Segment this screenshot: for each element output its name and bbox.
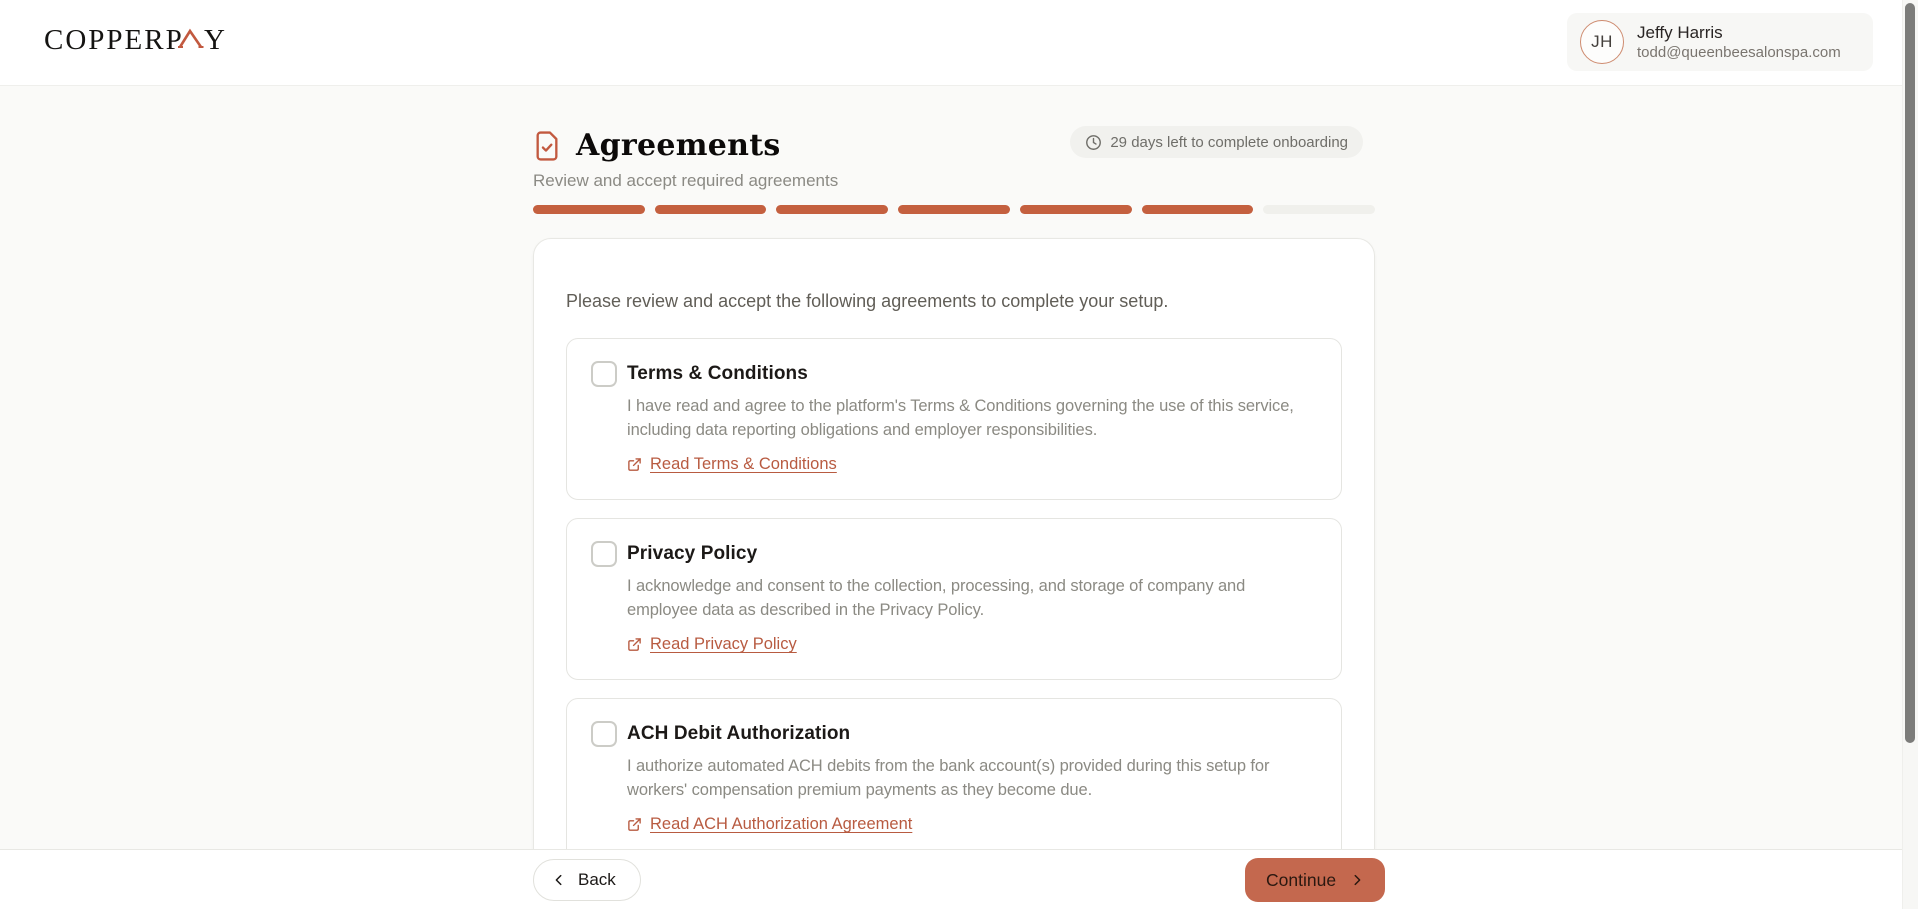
progress-segment: [655, 205, 767, 214]
page-subtitle: Review and accept required agreements: [533, 171, 839, 190]
page-title: Agreements: [576, 128, 781, 163]
onboarding-countdown-text: 29 days left to complete onboarding: [1110, 133, 1348, 151]
agreement-link-row: [627, 635, 1317, 657]
progress-segment: [1142, 205, 1254, 214]
read-ach-link[interactable]: [627, 815, 912, 834]
logo-peak-icon: [177, 26, 205, 52]
agreement-card-terms: [566, 338, 1342, 500]
user-name: Jeffy Harris: [1637, 23, 1723, 42]
avatar: [1580, 20, 1624, 64]
back-button[interactable]: [533, 859, 641, 901]
content-column: [533, 86, 1375, 849]
agreement-description: I acknowledge and consent to the collection, processing, and storage of company and employee data as described in the Privacy Policy.: [627, 577, 1246, 619]
external-link-icon: [627, 457, 642, 472]
progress-segment: [898, 205, 1010, 214]
agreements-card: [533, 238, 1375, 849]
external-link-icon: [627, 817, 642, 832]
chevron-right-icon: [1350, 873, 1364, 887]
wizard-footer: [0, 849, 1918, 909]
progress-segment: [533, 205, 645, 214]
agreement-title: Terms & Conditions: [627, 363, 808, 384]
user-info: [1637, 22, 1841, 62]
copperpay-logo[interactable]: [44, 24, 227, 57]
agreement-link-row: [627, 815, 1317, 837]
read-terms-link[interactable]: [627, 455, 837, 474]
privacy-checkbox[interactable]: [591, 541, 617, 567]
app-header: [0, 0, 1918, 86]
scrollbar-track[interactable]: [1902, 0, 1918, 909]
continue-button-label: Continue: [1266, 869, 1337, 890]
progress-segment: [1020, 205, 1132, 214]
agreement-link-label: Read Privacy Policy: [650, 635, 797, 653]
file-check-icon: [533, 130, 561, 162]
agreement-card-ach: [566, 698, 1342, 849]
user-menu[interactable]: [1567, 13, 1873, 71]
external-link-icon: [627, 637, 642, 652]
read-privacy-link[interactable]: [627, 635, 797, 654]
logo-text-suffix: Y: [204, 24, 227, 56]
progress-segment: [1263, 205, 1375, 214]
agreement-description: I authorize automated ACH debits from the bank account(s) provided during this setup for workers' compensation premium payments as they become due.: [627, 757, 1270, 799]
agreement-head: [591, 361, 1317, 387]
agreement-link-label: Read Terms & Conditions: [650, 455, 837, 473]
agreement-title: Privacy Policy: [627, 543, 758, 564]
ach-checkbox[interactable]: [591, 721, 617, 747]
progress-segment: [776, 205, 888, 214]
continue-button[interactable]: [1245, 858, 1385, 902]
terms-checkbox[interactable]: [591, 361, 617, 387]
onboarding-progress-bar: [533, 205, 1375, 214]
agreement-head: [591, 541, 1317, 567]
main-area: [0, 86, 1918, 849]
onboarding-countdown-badge: [1070, 126, 1363, 158]
logo-accent-letter: [181, 24, 204, 56]
back-button-label: Back: [578, 870, 616, 889]
agreement-head: [591, 721, 1317, 747]
chevron-left-icon: [552, 873, 566, 887]
agreements-intro: Please review and accept the following agreements to complete your setup.: [566, 291, 1169, 311]
logo-text-prefix: COPPERP: [44, 24, 182, 56]
agreement-card-privacy: [566, 518, 1342, 680]
clock-icon: [1085, 134, 1102, 151]
agreement-link-row: [627, 455, 1317, 477]
agreement-link-label: Read ACH Authorization Agreement: [650, 815, 913, 833]
scrollbar-thumb[interactable]: [1905, 3, 1915, 743]
agreement-description: I have read and agree to the platform's Terms & Conditions governing the use of this service, including data reporting obligations and employer responsibilities.: [627, 397, 1294, 439]
avatar-initials: JH: [1591, 32, 1613, 51]
user-email: todd@queenbeesalonspa.com: [1637, 44, 1841, 61]
agreement-title: ACH Debit Authorization: [627, 723, 851, 744]
